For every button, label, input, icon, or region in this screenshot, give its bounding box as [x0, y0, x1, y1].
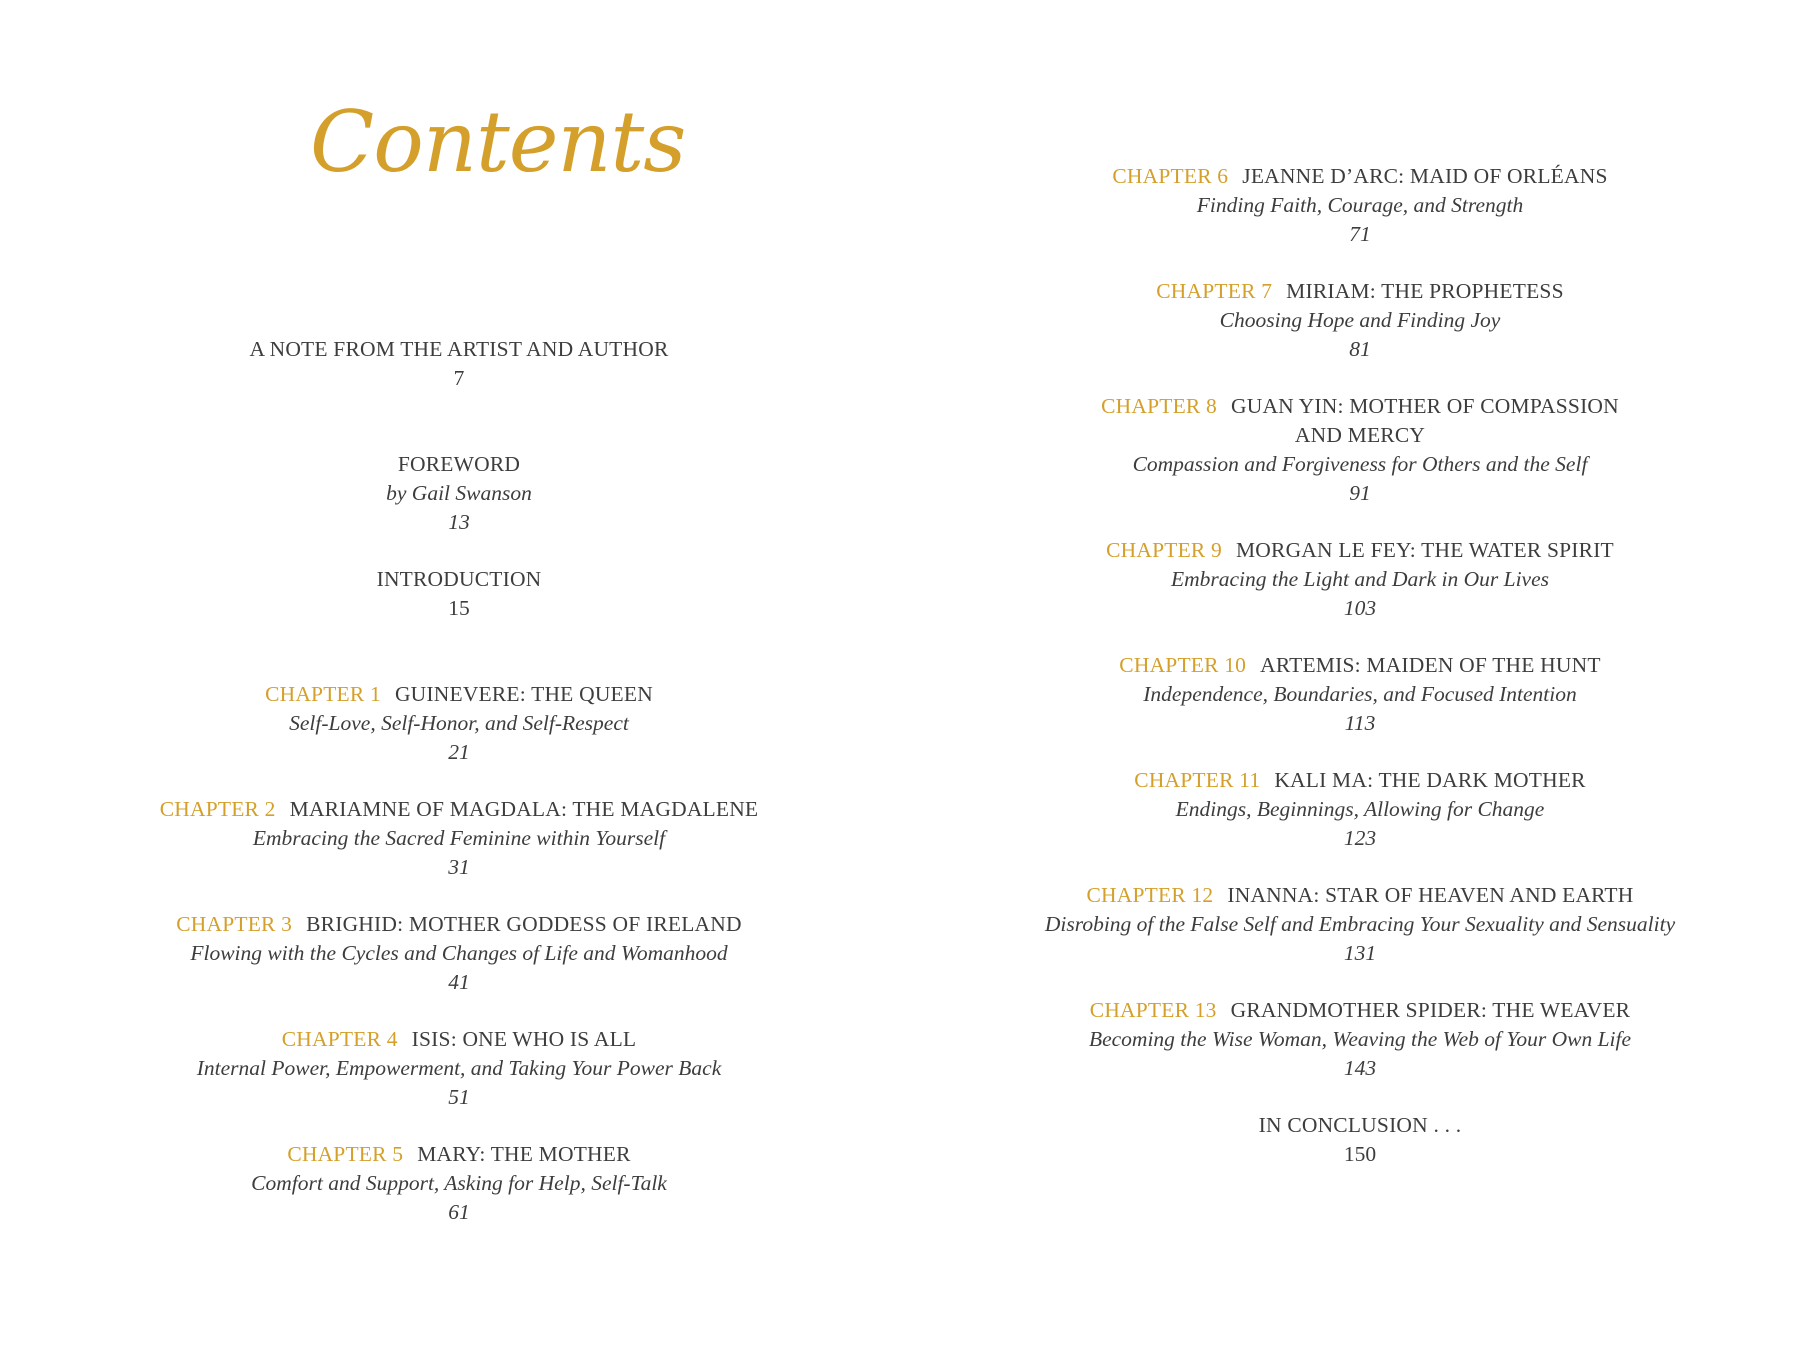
chapter-title: MIRIAM: THE PROPHETESS [1286, 279, 1564, 303]
entry-heading [1020, 277, 1700, 306]
entry-page-number: 150 [1343, 1142, 1377, 1166]
entry-page-number: 113 [1344, 711, 1376, 735]
toc-entry-chapter-8[interactable] [1020, 392, 1700, 536]
entry-heading [1020, 536, 1700, 565]
entry-heading [100, 1140, 818, 1169]
entry-heading [1020, 162, 1700, 191]
entry-heading [100, 680, 818, 709]
entry-subtitle: Endings, Beginnings, Allowing for Change [1175, 797, 1545, 821]
entry-heading [100, 910, 818, 939]
chapter-title: MORGAN LE FEY: THE WATER SPIRIT [1235, 538, 1614, 562]
chapter-number: CHAPTER 13 [1089, 998, 1217, 1022]
toc-entry-chapter-3[interactable] [100, 910, 818, 1025]
chapter-title: KALI MA: THE DARK MOTHER [1274, 768, 1586, 792]
entry-page-number: 143 [1343, 1056, 1377, 1080]
entry-heading: INTRODUCTION [376, 567, 542, 591]
entry-subtitle: Self-Love, Self-Honor, and Self-Respect [289, 711, 629, 735]
chapter-number: CHAPTER 10 [1119, 653, 1247, 677]
entry-subtitle: Choosing Hope and Finding Joy [1219, 308, 1501, 332]
entry-heading: A NOTE FROM THE ARTIST AND AUTHOR [249, 337, 669, 361]
chapter-number: CHAPTER 4 [281, 1027, 398, 1051]
chapter-number: CHAPTER 6 [1112, 164, 1229, 188]
chapter-number: CHAPTER 11 [1134, 768, 1261, 792]
page-title: Contents [310, 93, 686, 191]
entry-subtitle: Becoming the Wise Woman, Weaving the Web of Your Own Life [1088, 1027, 1632, 1051]
toc-column-left [100, 335, 818, 1255]
entry-heading [1020, 881, 1700, 910]
entry-heading: IN CONCLUSION . . . [1258, 1113, 1462, 1137]
entry-subtitle: Internal Power, Empowerment, and Taking Your Power Back [196, 1056, 722, 1080]
chapter-number: CHAPTER 3 [176, 912, 293, 936]
entry-page-number: 13 [448, 510, 470, 534]
toc-entry-chapter-6[interactable] [1020, 162, 1700, 277]
chapter-title: BRIGHID: MOTHER GODDESS OF IRELAND [306, 912, 742, 936]
chapter-number: CHAPTER 1 [265, 682, 381, 706]
entry-page-number: 21 [448, 740, 470, 764]
entry-page-number: 91 [1349, 481, 1371, 505]
entry-heading [100, 1025, 818, 1054]
toc-entry-chapter-4[interactable] [100, 1025, 818, 1140]
chapter-title: GUAN YIN: MOTHER OF COMPASSION [1231, 394, 1619, 418]
entry-page-number: 123 [1343, 826, 1377, 850]
entry-page-number: 51 [448, 1085, 470, 1109]
toc-entry-chapter-11[interactable] [1020, 766, 1700, 881]
chapter-title: MARY: THE MOTHER [417, 1142, 631, 1166]
toc-entry-chapter-2[interactable] [100, 795, 818, 910]
toc-entry-conclusion[interactable] [1020, 1111, 1700, 1226]
toc-entry-chapter-7[interactable] [1020, 277, 1700, 392]
toc-entry-chapter-5[interactable] [100, 1140, 818, 1255]
entry-subtitle: Comfort and Support, Asking for Help, Self-Talk [251, 1171, 667, 1195]
entry-page-number: 7 [453, 366, 465, 390]
entry-page-number: 103 [1343, 596, 1377, 620]
toc-entry-note[interactable] [100, 335, 818, 450]
toc-entry-chapter-1[interactable] [100, 680, 818, 795]
entry-subtitle: Independence, Boundaries, and Focused Intention [1143, 682, 1577, 706]
chapter-title: MARIAMNE OF MAGDALA: THE MAGDALENE [289, 797, 759, 821]
entry-page-number: 15 [448, 596, 470, 620]
entry-heading: FOREWORD [397, 452, 521, 476]
entry-page-number: 31 [448, 855, 470, 879]
toc-entry-chapter-10[interactable] [1020, 651, 1700, 766]
entry-heading [1020, 392, 1700, 421]
chapter-number: CHAPTER 12 [1086, 883, 1214, 907]
entry-page-number: 71 [1349, 222, 1371, 246]
chapter-number: CHAPTER 9 [1106, 538, 1222, 562]
entry-subtitle: Finding Faith, Courage, and Strength [1196, 193, 1524, 217]
toc-entry-chapter-9[interactable] [1020, 536, 1700, 651]
toc-entry-introduction[interactable] [100, 565, 818, 680]
toc-entry-foreword[interactable] [100, 450, 818, 565]
entry-subtitle: Embracing the Sacred Feminine within Yourself [252, 826, 666, 850]
chapter-number: CHAPTER 2 [159, 797, 276, 821]
entry-heading [100, 795, 818, 824]
entry-heading [1020, 996, 1700, 1025]
entry-subtitle: Compassion and Forgiveness for Others and the Self [1132, 452, 1588, 476]
toc-entry-chapter-13[interactable] [1020, 996, 1700, 1111]
chapter-number: CHAPTER 5 [287, 1142, 404, 1166]
chapter-title: ARTEMIS: MAIDEN OF THE HUNT [1260, 653, 1601, 677]
entry-page-number: 81 [1349, 337, 1371, 361]
entry-subtitle: Flowing with the Cycles and Changes of Life and Womanhood [190, 941, 728, 965]
chapter-number: CHAPTER 7 [1156, 279, 1273, 303]
entry-subtitle: Disrobing of the False Self and Embracing Your Sexuality and Sensuality [1044, 912, 1676, 936]
entry-heading [1020, 766, 1700, 795]
entry-subtitle: by Gail Swanson [386, 481, 532, 505]
chapter-title: GUINEVERE: THE QUEEN [394, 682, 653, 706]
toc-entry-chapter-12[interactable] [1020, 881, 1700, 996]
toc-column-right [1020, 162, 1700, 1226]
chapter-title-continued: AND MERCY [1294, 423, 1426, 447]
entry-page-number: 61 [448, 1200, 470, 1224]
chapter-title: JEANNE D’ARC: MAID OF ORLÉANS [1242, 164, 1608, 188]
entry-subtitle: Embracing the Light and Dark in Our Lives [1170, 567, 1550, 591]
chapter-title: ISIS: ONE WHO IS ALL [411, 1027, 637, 1051]
chapter-number: CHAPTER 8 [1101, 394, 1217, 418]
chapter-title: INANNA: STAR OF HEAVEN AND EARTH [1227, 883, 1634, 907]
entry-heading [1020, 651, 1700, 680]
entry-page-number: 41 [448, 970, 470, 994]
entry-page-number: 131 [1343, 941, 1377, 965]
chapter-title: GRANDMOTHER SPIDER: THE WEAVER [1230, 998, 1631, 1022]
